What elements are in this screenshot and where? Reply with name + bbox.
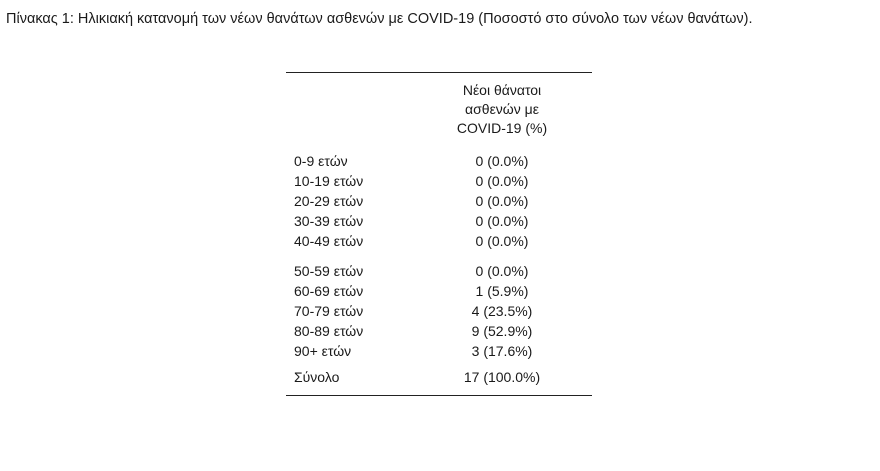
table-row (286, 301, 592, 321)
age-group-label: 90+ ετών (294, 343, 352, 359)
death-count-value: 0 (0.0%) (475, 263, 529, 279)
table-header (286, 73, 592, 151)
column-header-line: COVID-19 (%) (456, 120, 548, 136)
table-end-spacer (286, 387, 592, 395)
table-row (286, 151, 592, 171)
total-label: Σύνολο (294, 369, 340, 385)
table-row (286, 321, 592, 341)
death-count-value: 4 (23.5%) (471, 303, 533, 319)
table-row (286, 281, 592, 301)
table-row (286, 231, 592, 251)
table-row (286, 261, 592, 281)
death-count-value: 0 (0.0%) (475, 173, 529, 189)
age-group-label: 80-89 ετών (294, 323, 364, 339)
table-row (286, 211, 592, 231)
death-count-value: 0 (0.0%) (475, 233, 529, 249)
age-group-label: 50-59 ετών (294, 263, 364, 279)
death-count-value: 0 (0.0%) (475, 153, 529, 169)
table-row (286, 341, 592, 361)
age-group-label: 20-29 ετών (294, 193, 364, 209)
group-spacer (286, 251, 592, 261)
age-group-label: 0-9 ετών (294, 153, 348, 169)
age-group-block-2 (286, 261, 592, 361)
age-group-label: 10-19 ετών (294, 173, 364, 189)
column-header (452, 81, 552, 138)
total-row (286, 367, 592, 387)
deaths-by-age-table (286, 72, 592, 396)
table-row (286, 191, 592, 211)
age-group-block-1 (286, 151, 592, 251)
table-bottom-rule (286, 395, 592, 396)
age-group-label: 40-49 ετών (294, 233, 364, 249)
column-header-line: Νέοι θάνατοι (462, 82, 542, 98)
death-count-value: 1 (5.9%) (475, 283, 529, 299)
table-caption: Πίνακας 1: Ηλικιακή κατανομή των νέων θανάτων ασθενών με COVID-19 (Ποσοστό στο σύνολο των νέων θανάτων). (6, 11, 753, 27)
death-count-value: 0 (0.0%) (475, 213, 529, 229)
column-header-line: ασθενών με (465, 101, 539, 117)
age-group-label: 30-39 ετών (294, 213, 364, 229)
death-count-value: 0 (0.0%) (475, 193, 529, 209)
table-row (286, 171, 592, 191)
age-group-label: 60-69 ετών (294, 283, 364, 299)
death-count-value: 9 (52.9%) (471, 323, 533, 339)
age-group-label: 70-79 ετών (294, 303, 364, 319)
total-value: 17 (100.0%) (463, 369, 541, 385)
death-count-value: 3 (17.6%) (471, 343, 533, 359)
